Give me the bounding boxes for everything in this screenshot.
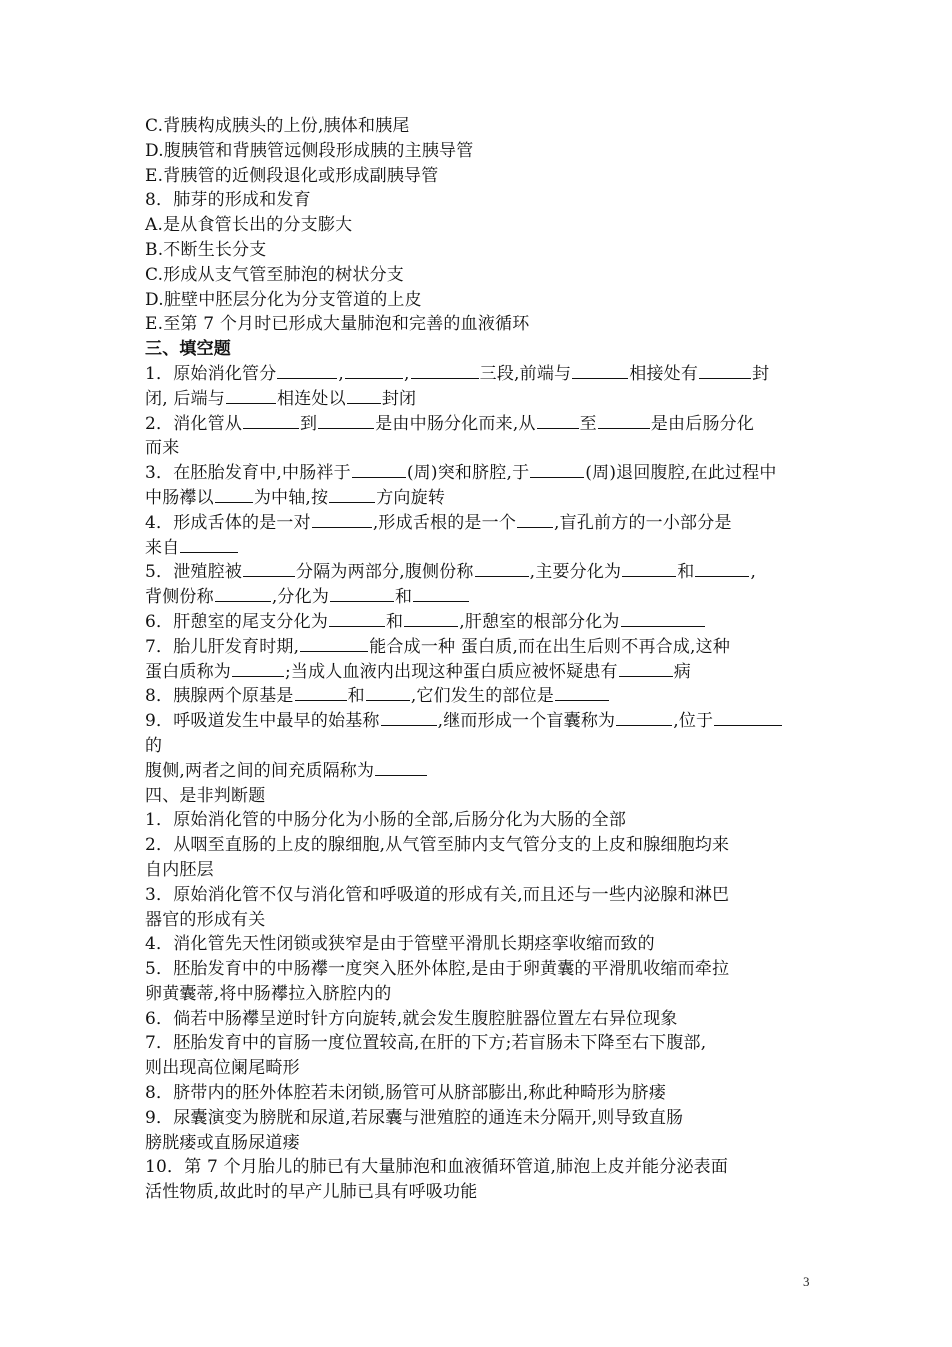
- line-text: ,: [404, 363, 410, 384]
- fill-in-blank: [345, 363, 403, 379]
- fill-in-blank: [413, 586, 469, 602]
- line-text: 到: [300, 413, 318, 434]
- text-line: 4．消化管先天性闭锁或狭窄是由于管壁平滑肌长期痉挛收缩而致的: [145, 934, 655, 955]
- text-line: C.形成从支气管至肺泡的树状分支: [145, 264, 405, 285]
- line-text: 9．呼吸道发生中最早的始基称: [145, 711, 380, 732]
- fill-in-blank: [375, 760, 427, 776]
- fill-in-blank: [352, 462, 406, 478]
- line-text: ,位于: [673, 711, 714, 732]
- fill-in-blank: [329, 611, 385, 627]
- line-text: 是由后肠分化: [650, 413, 755, 434]
- document-body: [145, 114, 825, 1205]
- line-text: 是由中肠分化而来,从: [375, 413, 536, 434]
- text-line: [145, 511, 825, 536]
- text-line: 6．倘若中肠襻呈逆时针方向旋转,就会发生腹腔脏器位置左右异位现象: [145, 1008, 678, 1029]
- fill-in-blank: [318, 413, 374, 429]
- line-text: 病: [673, 661, 691, 682]
- fill-in-blank: [215, 586, 271, 602]
- line-text: ,: [750, 562, 757, 583]
- fill-in-blank: [312, 512, 372, 528]
- fill-in-blank: [226, 388, 276, 404]
- fill-in-blank: [699, 363, 751, 379]
- text-line: [145, 709, 825, 734]
- line-text: 和: [347, 686, 365, 707]
- line-text: 背侧份称: [145, 587, 214, 608]
- line-text: 2．消化管从: [145, 413, 243, 434]
- fill-in-blank: [243, 561, 295, 577]
- fill-in-blank: [366, 685, 410, 701]
- line-text: ,主要分化为: [529, 562, 622, 583]
- line-text: ,肝憩室的根部分化为: [459, 611, 620, 632]
- fill-in-blank: [616, 710, 672, 726]
- text-line: 8．肺芽的形成和发育: [145, 190, 311, 211]
- text-line: [145, 536, 825, 561]
- line-text: 3．在胚胎发育中,中肠袢于: [145, 463, 351, 484]
- text-line: [145, 387, 825, 412]
- line-text: ;当成人血液内出现这种蛋白质应被怀疑患有: [285, 661, 618, 682]
- text-line: 的: [145, 735, 163, 756]
- line-text: 分隔为两部分,腹侧份称: [296, 562, 474, 583]
- line-text: 至: [579, 413, 597, 434]
- text-line: D.腹胰管和背胰管远侧段形成胰的主胰导管: [145, 140, 474, 161]
- line-text: 方向旋转: [376, 487, 446, 508]
- fill-in-blank: [232, 661, 284, 677]
- fill-in-blank: [215, 487, 253, 503]
- line-text: 为中轴,按: [253, 487, 329, 508]
- line-text: 能合成一种 蛋白质,而在出生后则不再合成,这种: [369, 636, 731, 657]
- page-number: 3: [803, 1274, 810, 1289]
- text-line: 7．胚胎发育中的盲肠一度位置较高,在肝的下方;若盲肠未下降至右下腹部,: [145, 1033, 707, 1054]
- text-line: 5．胚胎发育中的中肠襻一度突入胚外体腔,是由于卵黄囊的平滑肌收缩而牵拉: [145, 959, 730, 980]
- line-text: 封: [752, 363, 770, 384]
- line-text: ,分化为: [271, 587, 330, 608]
- line-text: 和: [395, 587, 413, 608]
- line-text: 三段,前端与: [479, 363, 572, 384]
- text-line: [145, 362, 825, 387]
- text-line: [145, 560, 825, 585]
- text-line: 则出现高位阑尾畸形: [145, 1058, 300, 1079]
- text-line: 9．尿囊演变为膀胱和尿道,若尿囊与泄殖腔的通连未分隔开,则导致直肠: [145, 1107, 684, 1128]
- line-text: 和: [677, 562, 695, 583]
- fill-in-blank: [411, 363, 479, 379]
- fill-in-blank: [243, 413, 299, 429]
- text-line: [145, 660, 825, 685]
- line-text: 来自: [145, 537, 180, 558]
- text-line: 2．从咽至直肠的上皮的腺细胞,从气管至肺内支气管分支的上皮和腺细胞均来: [145, 835, 730, 856]
- line-text: 相接处有: [629, 363, 699, 384]
- line-text: 相连处以: [277, 388, 346, 409]
- line-text: ,: [338, 363, 345, 384]
- text-line: 活性物质,故此时的早产儿肺已具有呼吸功能: [145, 1182, 478, 1203]
- line-text: 腹侧,两者之间的间充质隔称为: [145, 760, 375, 781]
- fill-in-blank: [598, 413, 650, 429]
- fill-in-blank: [381, 710, 437, 726]
- fill-in-blank: [404, 611, 458, 627]
- text-line: [145, 759, 825, 784]
- text-line: 膀胱瘘或直肠尿道瘘: [145, 1132, 300, 1153]
- fill-in-blank: [180, 537, 238, 553]
- text-line: E.至第 7 个月时已形成大量肺泡和完善的血液循环: [145, 314, 530, 335]
- fill-in-blank: [530, 462, 584, 478]
- text-line: [145, 412, 825, 437]
- fill-in-blank: [619, 661, 673, 677]
- text-line: B.不断生长分支: [145, 239, 267, 260]
- fill-in-blank: [555, 685, 609, 701]
- text-line: [145, 486, 825, 511]
- line-text: 8．胰腺两个原基是: [145, 686, 294, 707]
- text-line: 3．原始消化管不仅与消化管和呼吸道的形成有关,而且还与一些内泌腺和淋巴: [145, 884, 730, 905]
- line-text: (周)突和脐腔,于: [406, 463, 530, 484]
- line-text: ,形成舌根的是一个: [372, 512, 517, 533]
- line-text: ,盲孔前方的一小部分是: [554, 512, 732, 533]
- section-heading: 三、填空题: [145, 339, 231, 360]
- text-line: [145, 461, 825, 486]
- fill-in-blank: [329, 487, 375, 503]
- text-line: 自内胚层: [145, 859, 214, 880]
- line-text: 5．泄殖腔被: [145, 562, 243, 583]
- fill-in-blank: [330, 586, 394, 602]
- line-text: 7．胎儿肝发育时期,: [145, 636, 300, 657]
- line-text: 和: [386, 611, 404, 632]
- fill-in-blank: [572, 363, 628, 379]
- line-text: 1．原始消化管分: [145, 363, 277, 384]
- fill-in-blank: [347, 388, 381, 404]
- line-text: ,继而形成一个盲囊称为: [437, 711, 616, 732]
- text-line: 8．脐带内的胚外体腔若未闭锁,肠管可从脐部膨出,称此种畸形为脐瘘: [145, 1083, 667, 1104]
- fill-in-blank: [300, 636, 368, 652]
- line-text: 4．形成舌体的是一对: [145, 512, 311, 533]
- text-line: E.背胰管的近侧段退化或形成副胰导管: [145, 165, 439, 186]
- text-line: 1．原始消化管的中肠分化为小肠的全部,后肠分化为大肠的全部: [145, 810, 627, 831]
- fill-in-blank: [277, 363, 337, 379]
- line-text: 6．肝憩室的尾支分化为: [145, 611, 329, 632]
- text-line: 四、是非判断题: [145, 785, 266, 806]
- text-line: 而来: [145, 438, 180, 459]
- fill-in-blank: [517, 512, 553, 528]
- line-text: 封闭: [381, 388, 417, 409]
- line-text: 闭, 后端与: [145, 388, 226, 409]
- text-line: A.是从食管长出的分支膨大: [145, 215, 353, 236]
- fill-in-blank: [295, 685, 347, 701]
- line-text: (周)退回腹腔,在此过程中: [585, 463, 777, 484]
- text-line: C.背胰构成胰头的上份,胰体和胰尾: [145, 116, 410, 136]
- text-line: [145, 585, 825, 610]
- fill-in-blank: [714, 710, 782, 726]
- fill-in-blank: [695, 561, 749, 577]
- text-line: 10．第 7 个月胎儿的肺已有大量肺泡和血液循环管道,肺泡上皮并能分泌表面: [145, 1157, 729, 1178]
- text-line: D.脏壁中胚层分化为分支管道的上皮: [145, 289, 422, 310]
- fill-in-blank: [621, 611, 705, 627]
- text-line: 卵黄囊蒂,将中肠襻拉入脐腔内的: [145, 983, 392, 1004]
- line-text: ,它们发生的部位是: [410, 686, 555, 707]
- text-line: [145, 684, 825, 709]
- line-text: 中肠襻以: [145, 487, 214, 508]
- fill-in-blank: [475, 561, 529, 577]
- fill-in-blank: [537, 413, 579, 429]
- text-line: [145, 610, 825, 635]
- text-line: [145, 635, 825, 660]
- text-line: 器官的形成有关: [145, 909, 266, 930]
- fill-in-blank: [622, 561, 676, 577]
- line-text: 蛋白质称为: [145, 661, 231, 682]
